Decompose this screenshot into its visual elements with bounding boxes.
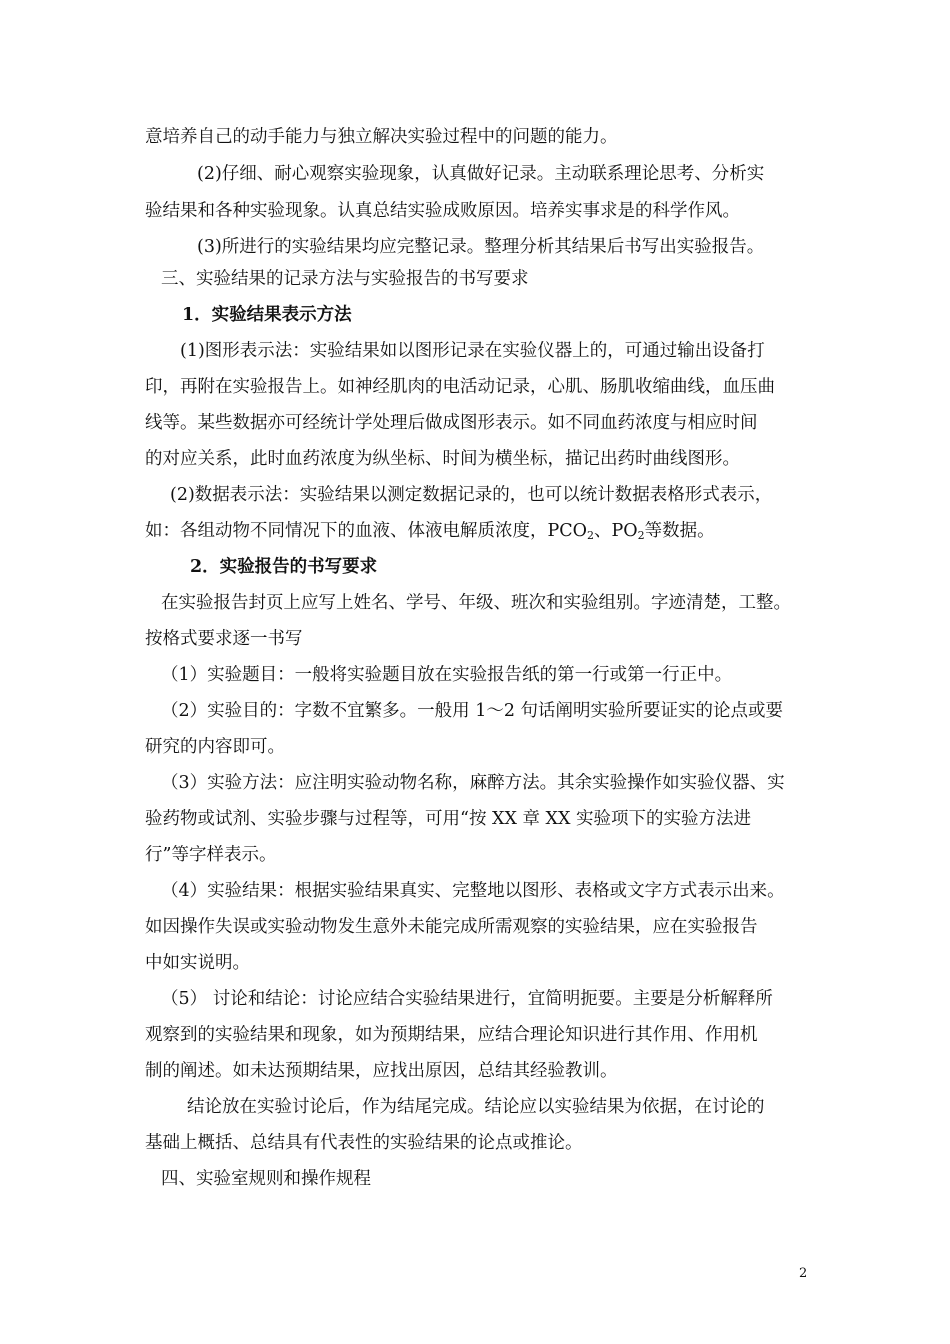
list-item-line: （2）实验目的：字数不宜繁多。一般用 1～2 句话阐明实验所要证实的论点或要 [161, 701, 784, 721]
paragraph-line: 的对应关系，此时血药浓度为纵坐标、时间为横坐标，描记出药时曲线图形。 [145, 449, 740, 469]
paragraph-line-with-subscripts [145, 519, 715, 548]
section-heading: 四、实验室规则和操作规程 [161, 1169, 371, 1189]
subsection-heading: 1．实验结果表示方法 [182, 305, 352, 325]
paragraph-line: 验结果和各种实验现象。认真总结实验成败原因。培养实事求是的科学作风。 [145, 201, 740, 221]
list-item-line: 如因操作失误或实验动物发生意外未能完成所需观察的实验结果，应在实验报告 [145, 917, 758, 937]
subsection-heading: 2．实验报告的书写要求 [190, 557, 378, 577]
subscript: 2 [587, 529, 595, 542]
paragraph-line: 线等。某些数据亦可经统计学处理后做成图形表示。如不同血药浓度与相应时间 [145, 413, 758, 433]
list-item-line: 行”等字样表示。 [145, 845, 277, 865]
paragraph-line: (3)所进行的实验结果均应完整记录。整理分析其结果后书写出实验报告。 [197, 237, 765, 257]
list-item-line: 观察到的实验结果和现象，如为预期结果，应结合理论知识进行其作用、作用机 [145, 1025, 758, 1045]
page-number: 2 [799, 1266, 808, 1281]
list-item-line: 中如实说明。 [145, 953, 250, 973]
list-item-line: 制的阐述。如未达预期结果，应找出原因，总结其经验教训。 [145, 1061, 618, 1081]
list-item-line: 验药物或试剂、实验步骤与过程等，可用“按 XX 章 XX 实验项下的实验方法进 [145, 809, 752, 829]
paragraph-line: (1)图形表示法：实验结果如以图形记录在实验仪器上的，可通过输出设备打 [180, 341, 765, 361]
list-item-line: （4）实验结果：根据实验结果真实、完整地以图形、表格或文字方式表示出来。 [161, 881, 785, 901]
text-run: 、PO [594, 521, 638, 541]
list-item-line: 研究的内容即可。 [145, 737, 285, 757]
paragraph-line: 基础上概括、总结具有代表性的实验结果的论点或推论。 [145, 1133, 583, 1153]
list-item-line: （5） 讨论和结论：讨论应结合实验结果进行，宜简明扼要。主要是分析解释所 [161, 989, 773, 1009]
section-heading: 三、实验结果的记录方法与实验报告的书写要求 [161, 269, 529, 289]
paragraph-line: 意培养自己的动手能力与独立解决实验过程中的问题的能力。 [145, 127, 618, 147]
paragraph-line: 印，再附在实验报告上。如神经肌肉的电活动记录，心肌、肠肌收缩曲线，血压曲 [145, 377, 775, 397]
paragraph-line: 在实验报告封页上应写上姓名、学号、年级、班次和实验组别。字迹清楚，工整。 [161, 593, 791, 613]
paragraph-line: (2)数据表示法：实验结果以测定数据记录的，也可以统计数据表格形式表示， [170, 485, 773, 505]
paragraph-line: 按格式要求逐一书写 [145, 629, 303, 649]
paragraph-line: 结论放在实验讨论后，作为结尾完成。结论应以实验结果为依据，在讨论的 [187, 1097, 765, 1117]
paragraph-line: (2)仔细、耐心观察实验现象，认真做好记录。主动联系理论思考、分析实 [197, 164, 765, 184]
text-run: 等数据。 [644, 521, 715, 541]
subscript: 2 [637, 529, 645, 542]
text-run: 如：各组动物不同情况下的血液、体液电解质浓度，PCO [145, 521, 588, 541]
list-item-line: （1）实验题目：一般将实验题目放在实验报告纸的第一行或第一行正中。 [161, 665, 733, 685]
list-item-line: （3）实验方法：应注明实验动物名称，麻醉方法。其余实验操作如实验仪器、实 [161, 773, 785, 793]
